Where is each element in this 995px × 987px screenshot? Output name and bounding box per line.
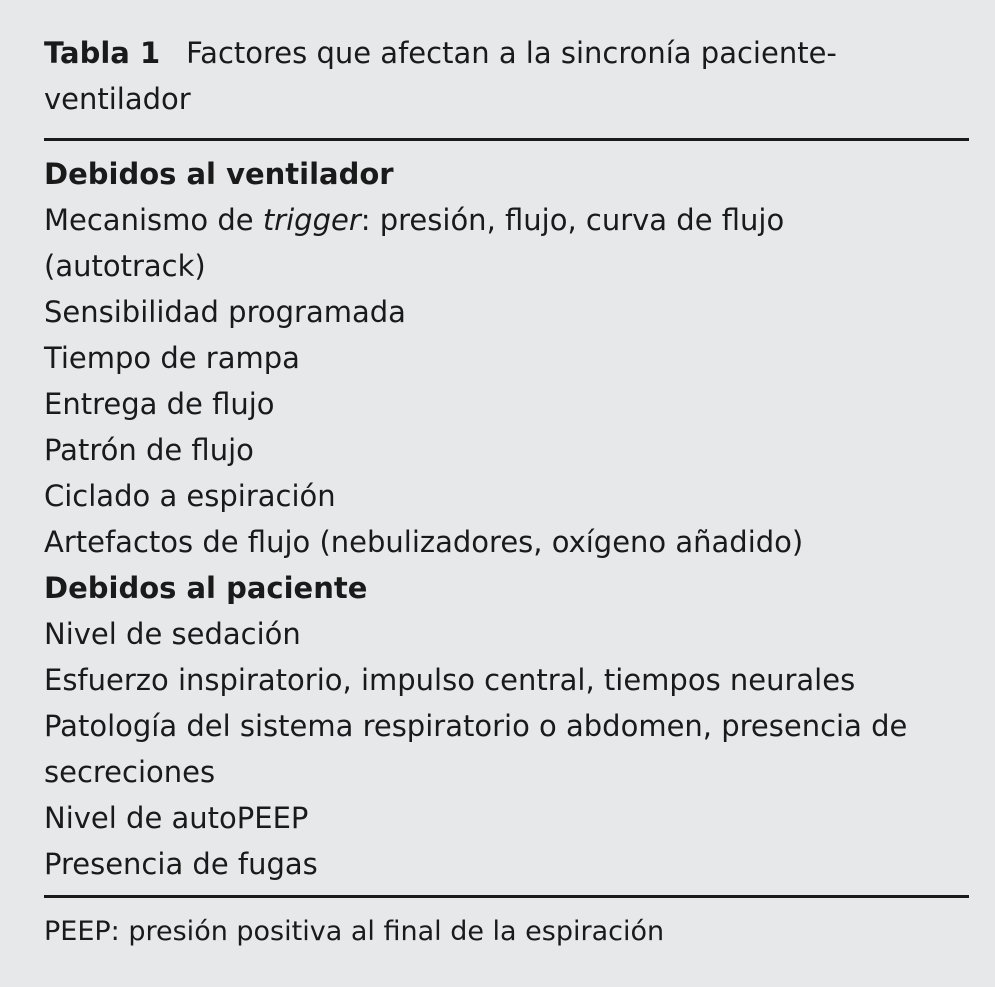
list-item: Artefactos de flujo (nebulizadores, oxígeno añadido) [44, 525, 804, 559]
table-container [44, 30, 969, 952]
table-footnote: PEEP: presión positiva al final de la espiración [44, 916, 665, 947]
list-item: Tiempo de rampa [44, 341, 300, 375]
section-heading-patient: Debidos al paciente [44, 571, 368, 605]
list-item: Esfuerzo inspiratorio, impulso central, tiempos neurales [44, 663, 856, 697]
list-item: Ciclado a espiración [44, 479, 336, 513]
list-item-trigger-continuation: (autotrack) [44, 249, 206, 283]
list-item: Presencia de fugas [44, 847, 318, 881]
trigger-prefix: Mecanismo de [44, 203, 263, 237]
list-item: Patología del sistema respiratorio o abdomen, presencia de secreciones [44, 709, 908, 789]
table-caption [44, 30, 969, 138]
table-body [44, 141, 969, 895]
list-item: Sensibilidad programada [44, 295, 406, 329]
trigger-italic-word: trigger [262, 203, 361, 237]
list-item: Nivel de sedación [44, 617, 301, 651]
list-item: Patrón de flujo [44, 433, 254, 467]
trigger-suffix: : presión, flujo, curva de flujo [360, 203, 785, 237]
table-title: Factores que afectan a la sincronía paciente-ventilador [44, 36, 837, 116]
table-label: Tabla 1 [44, 36, 161, 70]
list-item: Nivel de autoPEEP [44, 801, 309, 835]
list-item-trigger [44, 197, 969, 243]
section-heading-ventilator: Debidos al ventilador [44, 157, 394, 191]
list-item: Entrega de flujo [44, 387, 275, 421]
